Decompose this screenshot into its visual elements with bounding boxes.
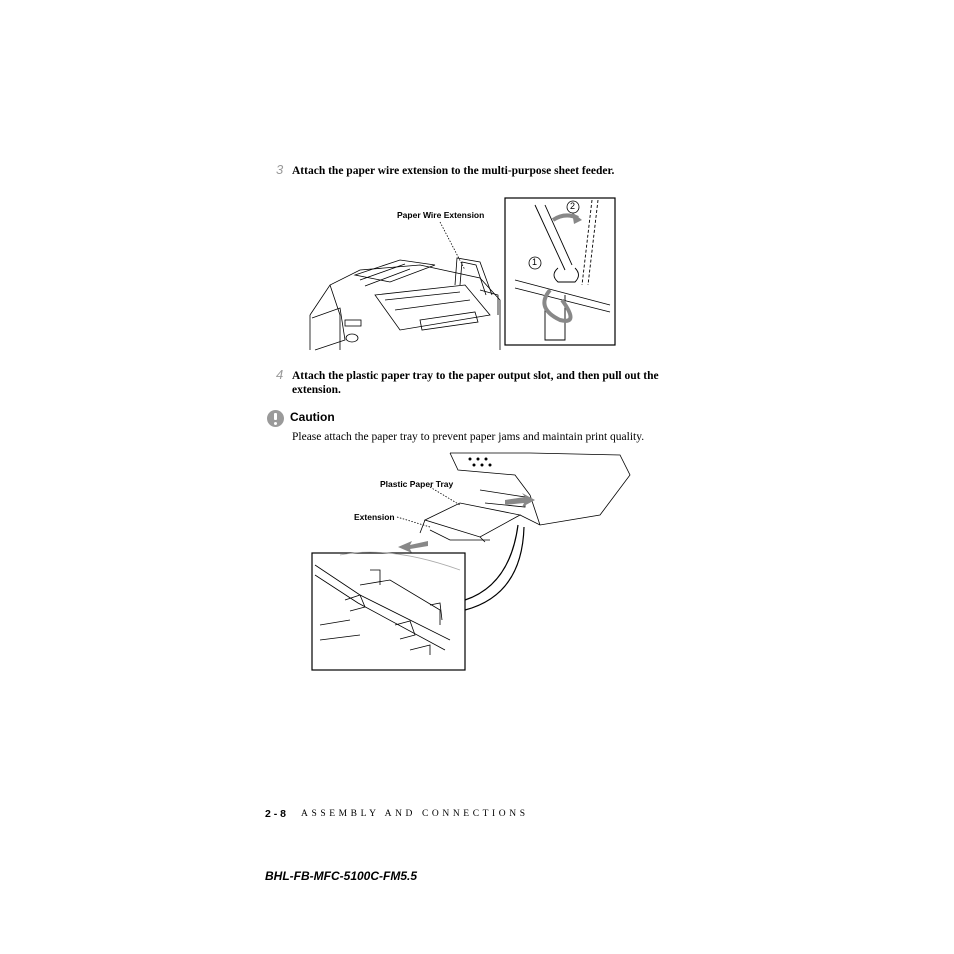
- step-3-text: Attach the paper wire extension to the multi-purpose sheet feeder.: [292, 165, 615, 177]
- document-id: BHL-FB-MFC-5100C-FM5.5: [265, 869, 418, 883]
- step-3-number: 3: [276, 162, 284, 177]
- step-4-text-line2: extension.: [292, 384, 341, 396]
- callout-2: 2: [570, 201, 576, 211]
- step-4-number: 4: [276, 367, 284, 382]
- caution-text: Please attach the paper tray to prevent paper jams and maintain print quality.: [292, 431, 645, 443]
- exclamation-icon: [267, 410, 284, 427]
- caution-title: Caution: [290, 410, 335, 424]
- page-number: 2 - 8: [265, 808, 287, 820]
- step-4-text-line1: Attach the plastic paper tray to the paper output slot, and then pull out the: [292, 370, 659, 382]
- extension-label: Extension: [354, 512, 395, 522]
- paper-wire-extension-label: Paper Wire Extension: [397, 210, 485, 220]
- section-title: ASSEMBLY AND CONNECTIONS: [301, 809, 529, 819]
- figure-paper-wire-extension: [300, 190, 620, 355]
- plastic-paper-tray-label: Plastic Paper Tray: [380, 479, 454, 489]
- figure-plastic-paper-tray: [300, 445, 640, 675]
- callout-1: 1: [532, 257, 538, 267]
